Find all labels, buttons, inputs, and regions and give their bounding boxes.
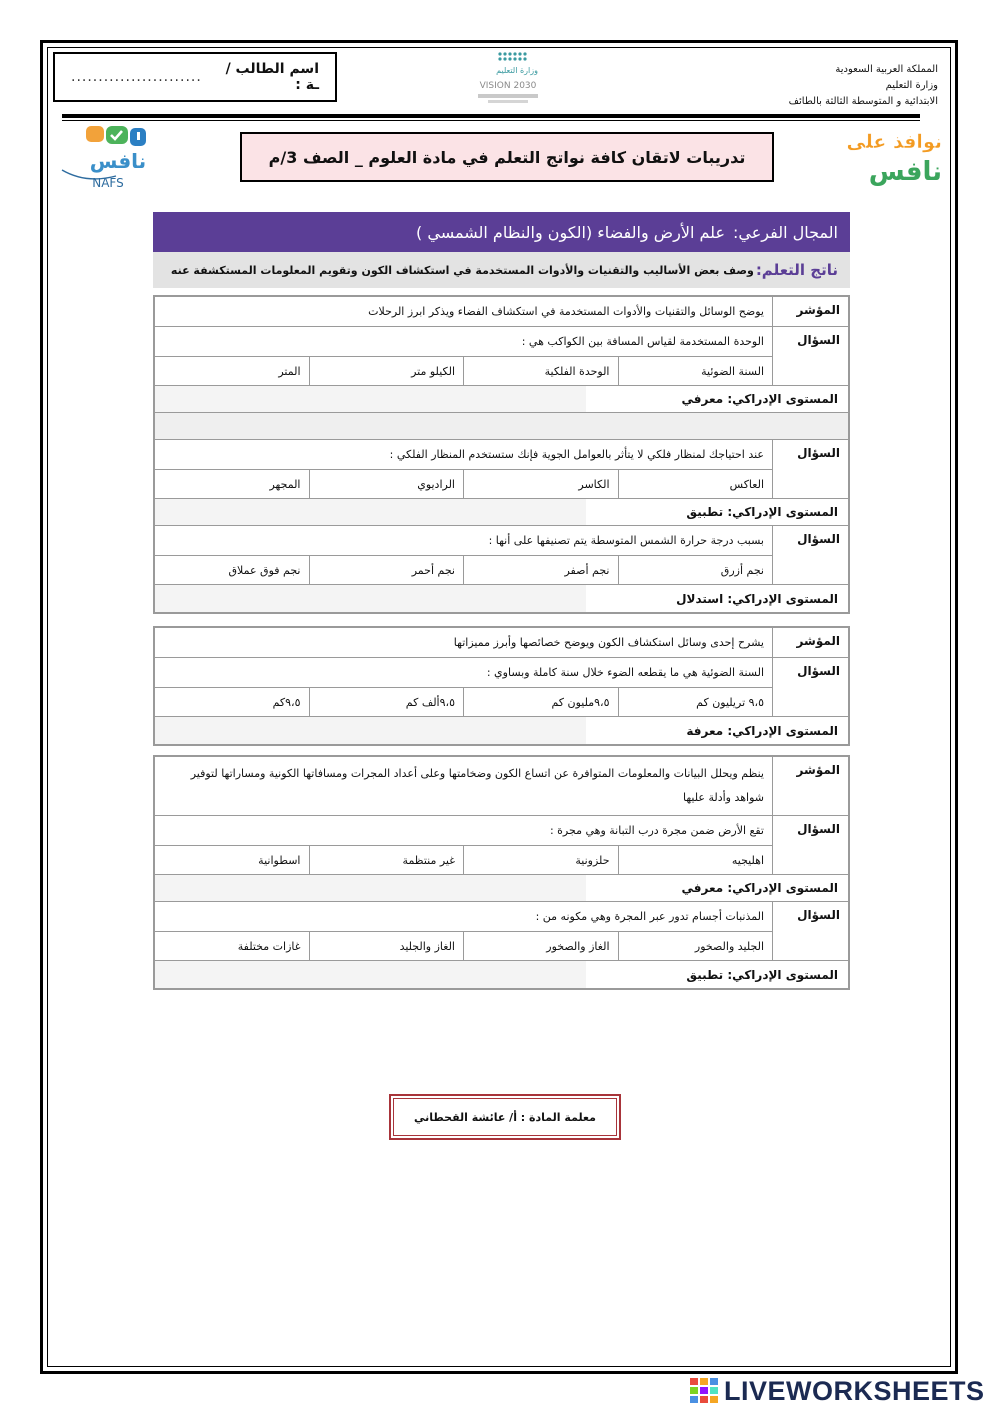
indicator-text: يشرح إحدى وسائل استكشاف الكون ويوضح خصائصها وأبرز مميزاتها	[453, 636, 764, 649]
answer-options	[155, 356, 772, 385]
level-value: استدلال	[676, 591, 724, 606]
question-label: السؤال	[772, 816, 848, 874]
question-label: السؤال	[772, 902, 848, 960]
question-label: السؤال	[772, 526, 848, 584]
liveworksheets-icon	[690, 1378, 720, 1404]
answer-option[interactable]: الكاسر	[463, 470, 618, 498]
answer-option[interactable]: السنة الضوئية	[618, 357, 773, 385]
level-answer-area[interactable]	[155, 499, 586, 525]
nafs-right-line1: نوافذ على	[846, 131, 942, 153]
level-label: المستوى الإدراكي:	[727, 967, 838, 982]
domain-value: علم الأرض والفضاء (الكون والنظام الشمسي )	[416, 222, 725, 242]
answer-options	[155, 931, 772, 960]
answer-option[interactable]: حلزونية	[463, 846, 618, 874]
nafs-logo-left	[56, 124, 168, 190]
moe-logo-line1: وزارة التعليم	[496, 66, 538, 75]
teacher-box	[389, 1094, 621, 1140]
question-label: السؤال	[772, 440, 848, 498]
level-label: المستوى الإدراكي:	[727, 591, 838, 606]
outcome-bar	[153, 252, 850, 288]
answer-options	[155, 555, 772, 584]
moe-logo-line2: VISION 2030	[479, 81, 537, 91]
level-value: تطبيق	[686, 505, 724, 519]
answer-option[interactable]: ٩،٥كم	[272, 695, 301, 709]
level-answer-area[interactable]	[155, 961, 586, 988]
cognitive-level-row	[155, 961, 848, 988]
indicator-text: ينظم ويحلل البيانات والمعلومات المتوافرة عن اتساع الكون وضخامتها وعلى أعداد المجرات ومسافاتها الكونية ومساراتها لتوفير شواهد وأدلة عليها	[190, 767, 764, 804]
school-header	[789, 62, 938, 110]
nafs-right-line2: نافس	[868, 157, 942, 187]
answer-option[interactable]: نجم أحمر	[309, 556, 464, 584]
answer-option[interactable]: اهليجيه	[618, 846, 773, 874]
question-text: الوحدة المستخدمة لقياس المسافة بين الكواكب هي :	[521, 335, 764, 348]
answer-option[interactable]: نجم أزرق	[618, 556, 773, 584]
nafs-left-latin: NAFS	[92, 176, 124, 190]
student-name-label: اسم الطالب / ـة :	[225, 61, 319, 93]
answer-options	[155, 687, 772, 716]
level-label: المستوى الإدراكي:	[727, 881, 838, 895]
domain-label: المجال الفرعي:	[733, 222, 838, 242]
question-text: تقع الأرض ضمن مجرة درب التبانة وهي مجرة :	[549, 824, 764, 837]
level-label: المستوى الإدراكي:	[727, 723, 838, 738]
answer-option[interactable]: الكيلو متر	[309, 357, 464, 385]
cognitive-level-row	[155, 585, 848, 612]
cognitive-level-row	[155, 875, 848, 902]
level-value: معرفة	[686, 723, 724, 738]
answer-option[interactable]: اسطوانية	[258, 853, 301, 867]
question-label: السؤال	[772, 658, 848, 716]
indicator-block-3	[153, 755, 850, 990]
question-text: بسبب درجة حرارة الشمس المتوسطة يتم تصنيفها على أنها :	[488, 534, 764, 547]
level-answer-area[interactable]	[155, 386, 586, 412]
indicator-label: المؤشر	[772, 757, 848, 815]
answer-option[interactable]: ٩،٥مليون كم	[463, 688, 618, 716]
answer-option[interactable]: ٩،٥ألف كم	[309, 688, 464, 716]
student-name-dots: ........................	[71, 69, 202, 85]
school-line: الابتدائية و المتوسطة الثالثة بالطائف	[788, 96, 938, 107]
answer-option[interactable]: غير منتظمة	[309, 846, 464, 874]
answer-option[interactable]: نجم أصفر	[463, 556, 618, 584]
nafs-logo-right	[836, 124, 946, 190]
answer-option[interactable]: الغاز والصخور	[463, 932, 618, 960]
teacher-name: معلمة المادة : أ/ عائشة القحطاني	[393, 1098, 617, 1136]
indicator-label: المؤشر	[772, 628, 848, 657]
level-value: تطبيق	[686, 967, 724, 982]
answer-option[interactable]: المتر	[278, 364, 301, 378]
spacer-row	[155, 413, 848, 440]
question-text: السنة الضوئية هي ما يقطعه الضوء خلال سنة كاملة وبساوي :	[486, 666, 764, 679]
level-label: المستوى الإدراكي:	[727, 505, 838, 519]
ministry-line: وزارة التعليم	[885, 80, 938, 91]
header-divider	[62, 114, 920, 118]
moe-vision-logo	[448, 48, 568, 106]
answer-option[interactable]: الراديوي	[309, 470, 464, 498]
answer-option[interactable]: الوحدة الفلكية	[463, 357, 618, 385]
level-answer-area[interactable]	[155, 717, 586, 744]
answer-option[interactable]: العاكس	[618, 470, 773, 498]
page-title: تدريبات لاتقان كافة نواتج التعلم في مادة العلوم _ الصف 3/م	[240, 132, 774, 182]
level-value: معرفي	[681, 392, 724, 406]
indicator-block-2	[153, 626, 850, 746]
liveworksheets-text: LIVEWORKSHEETS	[724, 1375, 985, 1406]
cognitive-level-row	[155, 386, 848, 413]
answer-option[interactable]: الغاز والجليد	[309, 932, 464, 960]
answer-option[interactable]: نجم فوق عملاق	[228, 563, 301, 577]
outcome-label: ناتج التعلم:	[755, 261, 838, 279]
nafs-left-arabic: نافس	[89, 149, 147, 173]
outcome-value: وصف بعض الأساليب والتقنيات والأدوات المستخدمة في استكشاف الكون وتقويم المعلومات المستكشفة عنه	[170, 263, 754, 277]
cognitive-level-row	[155, 717, 848, 744]
answer-option[interactable]: الجليد والصخور	[618, 932, 773, 960]
indicator-text: يوضح الوسائل والتقنيات والأدوات المستخدمة في استكشاف الفضاء ويذكر ابرز الرحلات	[368, 305, 764, 318]
question-label: السؤال	[772, 327, 848, 385]
answer-option[interactable]: المجهر	[269, 477, 301, 491]
cognitive-level-row	[155, 499, 848, 526]
level-value: معرفي	[681, 881, 724, 895]
indicator-block-1	[153, 295, 850, 614]
level-answer-area[interactable]	[155, 585, 586, 612]
answer-options	[155, 845, 772, 874]
student-name-field[interactable]	[53, 52, 337, 102]
level-answer-area[interactable]	[155, 875, 586, 901]
answer-option[interactable]: غازات مختلفة	[237, 939, 301, 953]
liveworksheets-watermark	[690, 1376, 985, 1406]
country-line: المملكة العربية السعودية	[835, 64, 938, 75]
indicator-label: المؤشر	[772, 297, 848, 326]
question-text: عند احتياجك لمنظار فلكي لا يتأثر بالعوامل الجوية فإنك ستستخدم المنظار الفلكي :	[389, 448, 764, 461]
answer-options	[155, 469, 772, 498]
answer-option[interactable]: ٩،٥ تريليون كم	[618, 688, 773, 716]
domain-bar	[153, 212, 850, 252]
question-text: المذنبات أجسام تدور عبر المجرة وهي مكونه من :	[535, 910, 764, 923]
level-label: المستوى الإدراكي:	[727, 392, 838, 406]
